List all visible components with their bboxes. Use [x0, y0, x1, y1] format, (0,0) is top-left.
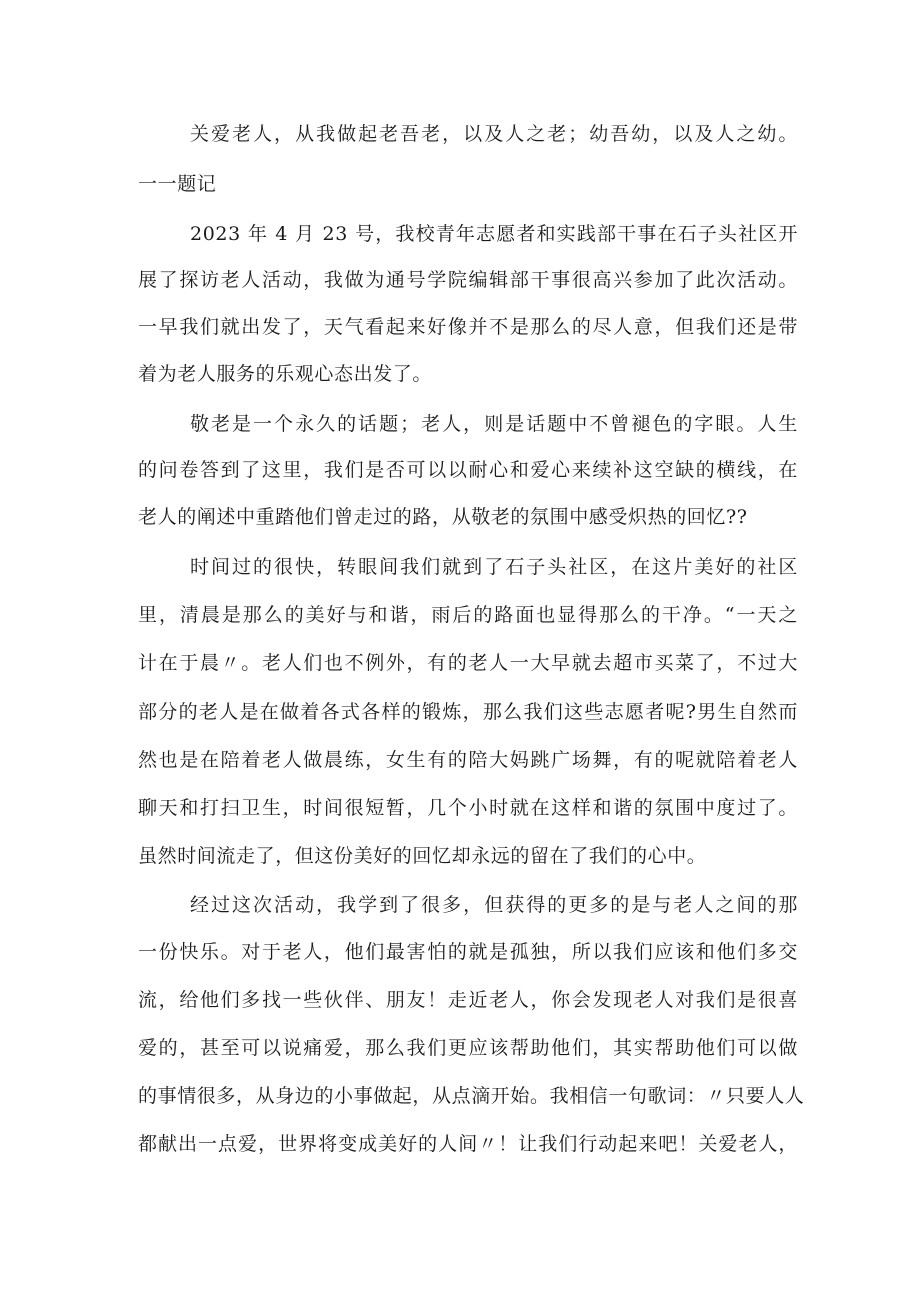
paragraph-1-line-4: 着为老人服务的乐观心态出发了。: [138, 363, 433, 385]
paragraph-3-line-3: 计在于晨〃。老人们也不例外，有的老人一大早就去超市买菜了，不过大: [138, 652, 798, 674]
paragraph-2-line-1: 敬老是一个永久的话题；老人，则是话题中不曾褪色的字眼。人生: [190, 413, 798, 435]
paragraph-4-line-6: 都献出一点爱，世界将变成美好的人间〃！让我们行动起来吧！关爱老人，: [138, 1133, 798, 1155]
paragraph-3-line-4: 部分的老人是在做着各式各样的锻炼，那么我们这些志愿者呢?男生自然而: [138, 701, 798, 723]
paragraph-4-line-3: 流，给他们多找一些伙伴、朋友！走近老人，你会发现老人对我们是很喜: [138, 989, 798, 1011]
paragraph-3-line-6: 聊天和打扫卫生，时间很短暂，几个小时就在这样和谐的氛围中度过了。: [138, 797, 798, 819]
paragraph-4-line-2: 一份快乐。对于老人，他们最害怕的就是孤独，所以我们应该和他们多交: [138, 941, 798, 963]
paragraph-2-line-2: 的问卷答到了这里，我们是否可以以耐心和爱心来续补这空缺的横线，在: [138, 459, 798, 481]
paragraph-1-line-1: 2023 年 4 月 23 号，我校青年志愿者和实践部干事在石子头社区开: [190, 223, 798, 245]
paragraph-4-line-5: 的事情很多，从身边的小事做起，从点滴开始。我相信一句歌词：〃只要人人: [138, 1085, 805, 1107]
paragraph-1-line-2: 展了探访老人活动，我做为通号学院编辑部干事很高兴参加了此次活动。: [138, 269, 798, 291]
epigraph-line: 关爱老人，从我做起老吾老，以及人之老；幼吾幼，以及人之幼。: [190, 123, 798, 145]
paragraph-2-line-3: 老人的阐述中重踏他们曾走过的路，从敬老的氛围中感受炽热的回忆??: [138, 506, 748, 528]
paragraph-3-line-7: 虽然时间流走了，但这份美好的回忆却永远的留在了我们的心中。: [138, 845, 707, 867]
paragraph-3-line-1: 时间过的很快，转眼间我们就到了石子头社区，在这片美好的社区: [190, 556, 798, 578]
epigraph-attribution: 一一题记: [138, 173, 217, 195]
paragraph-1-line-3: 一早我们就出发了，天气看起来好像并不是那么的尽人意，但我们还是带: [138, 316, 798, 338]
paragraph-4-line-4: 爱的，甚至可以说痛爱，那么我们更应该帮助他们，其实帮助他们可以做: [138, 1037, 798, 1059]
paragraph-4-line-1: 经过这次活动，我学到了很多，但获得的更多的是与老人之间的那: [190, 894, 798, 916]
paragraph-3-line-2: 里，清晨是那么的美好与和谐，雨后的路面也显得那么的干净。“一天之: [138, 604, 798, 626]
paragraph-3-line-5: 然也是在陪着老人做晨练，女生有的陪大妈跳广场舞，有的呢就陪着老人: [138, 749, 798, 771]
